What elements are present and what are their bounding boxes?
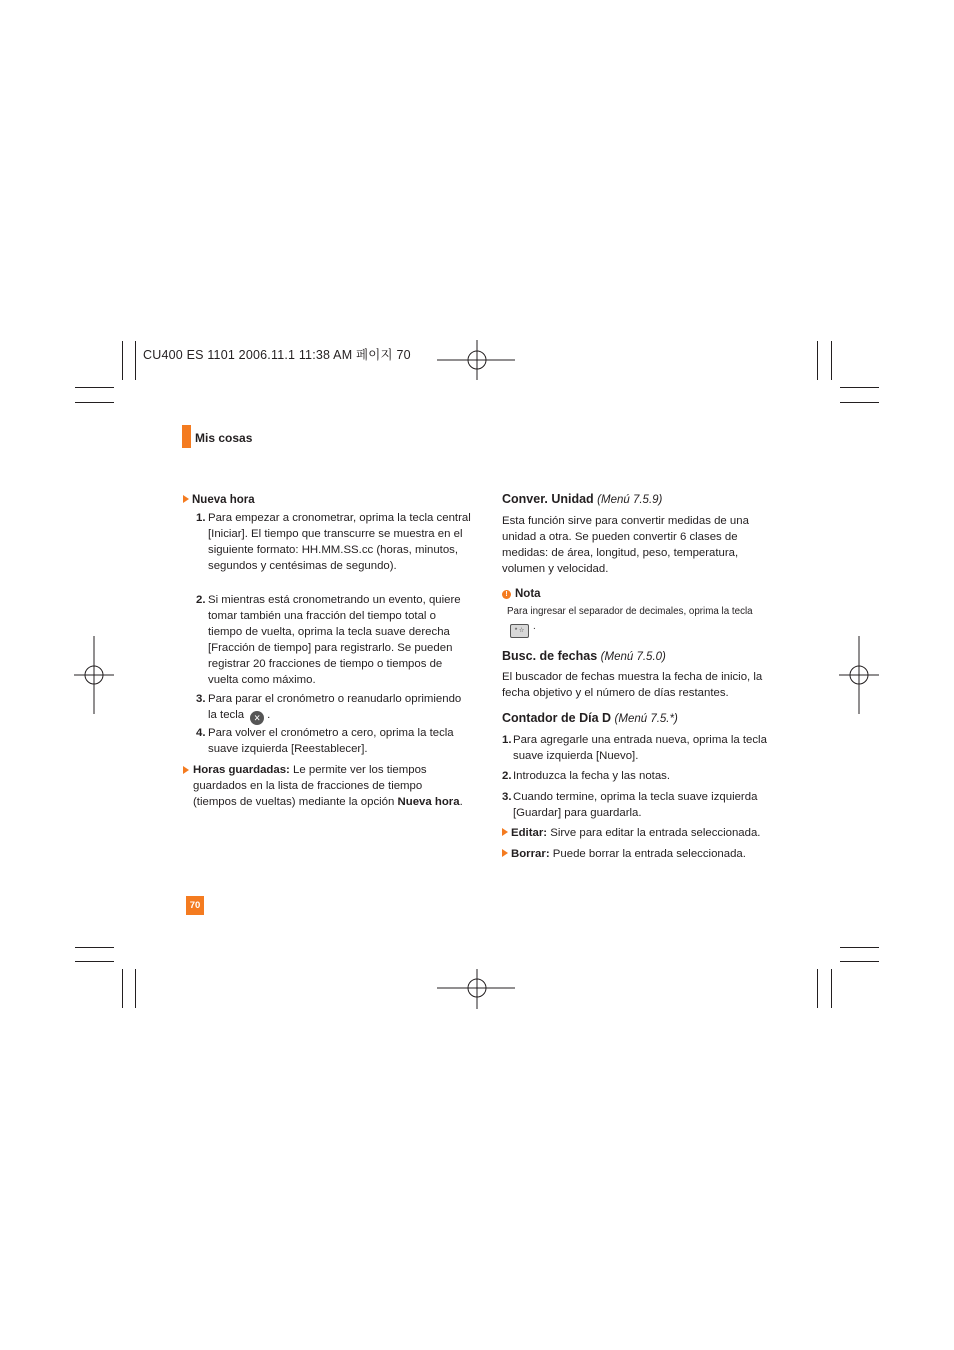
- list-item: [196, 510, 471, 574]
- list-text: Introduzca la fecha y las notas.: [513, 770, 671, 782]
- triangle-bullet-icon: [502, 849, 508, 857]
- horas-guardadas-paragraph: [183, 762, 468, 810]
- borrar-bullet: [502, 846, 782, 862]
- bullet-label: Editar:: [511, 827, 548, 839]
- registration-mark-left: [74, 636, 114, 714]
- conver-unidad-text: Esta función sirve para convertir medidas de una unidad a otra. Se pueden convertir 6 clases de medidas: de área, longitud, peso, temperatura, volumen y velocidad.: [502, 515, 749, 575]
- menu-reference: (Menú 7.5.0): [600, 651, 666, 663]
- triangle-bullet-icon: [502, 828, 508, 836]
- list-number: 3.: [196, 693, 206, 705]
- list-number: 1.: [502, 734, 512, 746]
- registration-mark-right: [839, 636, 879, 714]
- list-text: Cuando termine, oprima la tecla suave izquierda [Guardar] para guardarla.: [513, 791, 758, 819]
- list-number: 2.: [196, 594, 206, 606]
- registration-mark-bottom: [437, 969, 517, 1009]
- bullet-text: Sirve para editar la entrada seleccionada.: [550, 827, 761, 839]
- heading-title: Conver. Unidad: [502, 492, 594, 506]
- nota-text: [507, 604, 777, 638]
- list-item: [196, 725, 471, 757]
- heading-title: Busc. de fechas: [502, 649, 598, 663]
- list-item: [502, 732, 777, 764]
- busc-fechas-heading: [502, 648, 666, 665]
- section-marker: [182, 425, 191, 448]
- list-item: [196, 592, 471, 688]
- list-item: [502, 768, 777, 784]
- heading-title: Contador de Día D: [502, 711, 612, 725]
- star-key-icon: * ☆: [510, 624, 529, 638]
- nueva-hora-heading: [183, 492, 255, 508]
- bullet-label: Borrar:: [511, 848, 550, 860]
- registration-mark-top: [437, 340, 517, 380]
- list-text-end: .: [267, 709, 271, 721]
- list-text: Para volver el cronómetro a cero, oprima la tecla suave izquierda [Reestablecer].: [208, 727, 454, 755]
- period: .: [533, 621, 536, 632]
- page-number: 70: [186, 896, 204, 915]
- list-number: 1.: [196, 512, 206, 524]
- list-number: 2.: [502, 770, 512, 782]
- list-item: [196, 691, 471, 725]
- menu-reference: (Menú 7.5.9): [597, 494, 663, 506]
- nueva-hora-title: Nueva hora: [192, 494, 255, 506]
- list-text: Para agregarle una entrada nueva, oprima la tecla suave izquierda [Nuevo].: [513, 734, 767, 762]
- list-text: Para empezar a cronometrar, oprima la tecla central [Iniciar]. El tiempo que transcurre se muestra en el siguiente formato: HH.MM.SS.cc (horas, minutos, segundos y centésimas de segundo).: [208, 512, 471, 572]
- section-title: Mis cosas: [195, 431, 253, 445]
- bullet-text: Puede borrar la entrada seleccionada.: [552, 848, 746, 860]
- busc-fechas-text: El buscador de fechas muestra la fecha de inicio, la fecha objetivo y el número de días restantes.: [502, 671, 763, 699]
- nota-body: Para ingresar el separador de decimales, oprima la tecla: [507, 606, 753, 617]
- list-number: 4.: [196, 727, 206, 739]
- list-item: [502, 789, 777, 821]
- horas-guardadas-label: Horas guardadas:: [193, 764, 290, 776]
- horas-guardadas-text: Le permite ver los tiempos guardados en la lista de fracciones de tiempo (tiempos de vueltas) mediante la opción: [193, 764, 427, 808]
- list-text: Si mientras está cronometrando un evento, quiere tomar también una fracción del tiempo total o tiempo de vuelta, oprima la tecla suave derecha [Fracción de tiempo] para registrarlo. Se pueden registrar 20 fracciones de tiempo o tiempos de vuelta como máximo.: [208, 594, 461, 686]
- triangle-bullet-icon: [183, 495, 189, 503]
- conver-unidad-heading: [502, 491, 662, 508]
- list-text: Para parar el cronómetro o reanudarlo oprimiendo la tecla: [208, 693, 462, 721]
- print-slug: CU400 ES 1101 2006.11.1 11:38 AM 페이지 70: [143, 348, 411, 362]
- triangle-bullet-icon: [183, 766, 189, 774]
- horas-guardadas-option: Nueva hora: [397, 796, 460, 808]
- nota-heading: [502, 586, 541, 602]
- nota-title: Nota: [515, 588, 541, 600]
- editar-bullet: [502, 825, 782, 841]
- list-number: 3.: [502, 791, 512, 803]
- menu-reference: (Menú 7.5.*): [614, 713, 678, 725]
- warning-icon: !: [502, 590, 511, 599]
- contador-heading: [502, 710, 678, 727]
- period: .: [459, 796, 463, 808]
- end-key-icon: ✕: [250, 711, 264, 725]
